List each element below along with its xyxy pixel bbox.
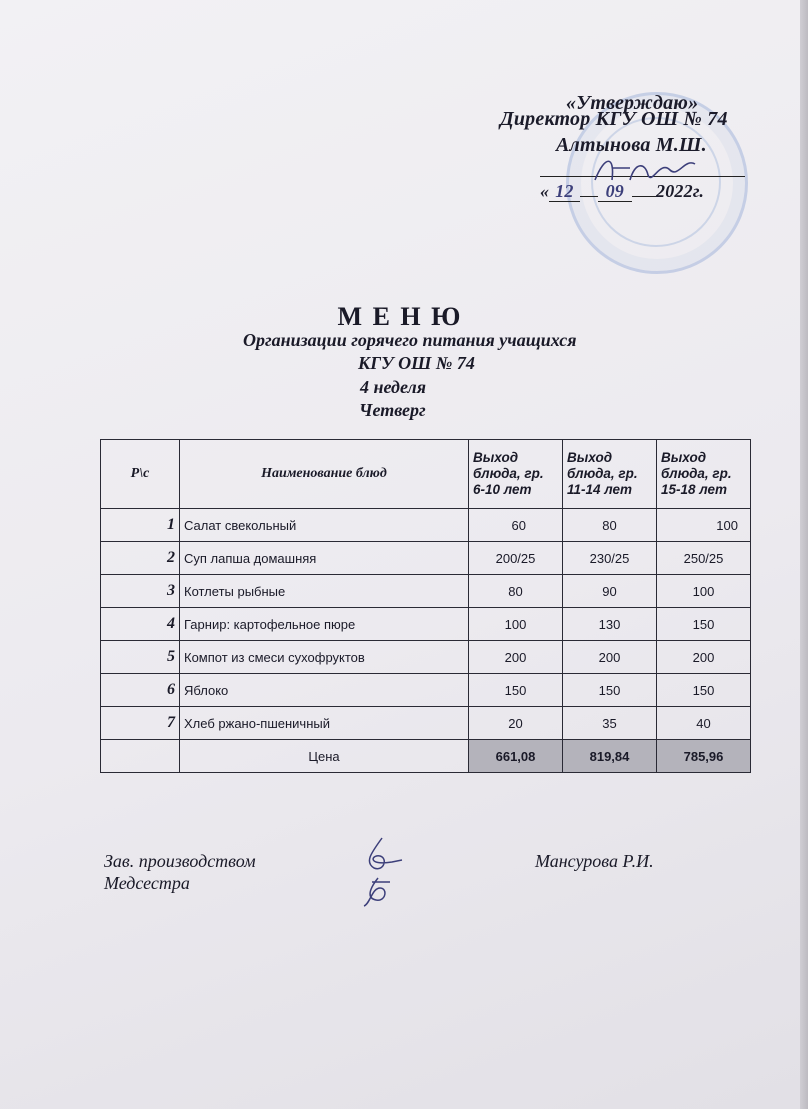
dish-name: Салат свекольный bbox=[180, 509, 469, 542]
nurse-role: Медсестра bbox=[104, 873, 190, 893]
table-header-row bbox=[101, 440, 751, 509]
column-header-portion-15-18: Выход блюда, гр. 15-18 лет bbox=[657, 440, 751, 509]
portion-11-14: 230/25 bbox=[563, 542, 657, 575]
row-number: 1 bbox=[101, 509, 180, 542]
footer-signatures bbox=[352, 832, 412, 912]
dish-name: Суп лапша домашняя bbox=[180, 542, 469, 575]
portion-15-18: 100 bbox=[657, 509, 751, 542]
menu-table bbox=[100, 439, 751, 773]
row-number: 4 bbox=[101, 608, 180, 641]
portion-11-14: 90 bbox=[563, 575, 657, 608]
price-row-empty bbox=[101, 740, 180, 773]
portion-6-10: 150 bbox=[469, 674, 563, 707]
column-header-number: Р\с bbox=[101, 440, 180, 509]
row-number: 3 bbox=[101, 575, 180, 608]
dish-name: Яблоко bbox=[180, 674, 469, 707]
approval-director: Директор КГУ ОШ № 74 bbox=[500, 108, 728, 130]
table-row bbox=[101, 509, 751, 542]
price-11-14: 819,84 bbox=[563, 740, 657, 773]
portion-6-10: 200/25 bbox=[469, 542, 563, 575]
price-15-18: 785,96 bbox=[657, 740, 751, 773]
portion-6-10: 60 bbox=[469, 509, 563, 542]
row-number: 2 bbox=[101, 542, 180, 575]
portion-15-18: 40 bbox=[657, 707, 751, 740]
price-label: Цена bbox=[180, 740, 469, 773]
portion-11-14: 80 bbox=[563, 509, 657, 542]
approval-date: « 12 09 2022г. bbox=[540, 181, 705, 201]
dish-name: Хлеб ржано-пшеничный bbox=[180, 707, 469, 740]
column-header-portion-11-14: Выход блюда, гр. 11-14 лет bbox=[563, 440, 657, 509]
portion-15-18: 150 bbox=[657, 674, 751, 707]
school-name: КГУ ОШ № 74 bbox=[358, 353, 475, 373]
production-head-name: Мансурова Р.И. bbox=[535, 851, 654, 871]
portion-6-10: 100 bbox=[469, 608, 563, 641]
table-row bbox=[101, 575, 751, 608]
approval-title: «Утверждаю» bbox=[566, 92, 699, 114]
week-label: 4 неделя bbox=[360, 377, 427, 397]
approval-name: Алтынова М.Ш. bbox=[556, 134, 707, 156]
row-number: 5 bbox=[101, 641, 180, 674]
row-number: 7 bbox=[101, 707, 180, 740]
dish-name: Гарнир: картофельное пюре bbox=[180, 608, 469, 641]
portion-15-18: 100 bbox=[657, 575, 751, 608]
portion-15-18: 200 bbox=[657, 641, 751, 674]
page-title: М Е Н Ю bbox=[337, 302, 463, 331]
table-row bbox=[101, 641, 751, 674]
day-label: Четверг bbox=[359, 400, 426, 420]
portion-6-10: 200 bbox=[469, 641, 563, 674]
column-header-portion-6-10: Выход блюда, гр. 6-10 лет bbox=[469, 440, 563, 509]
paper-edge bbox=[800, 0, 808, 1109]
price-row bbox=[101, 740, 751, 773]
page-subtitle: Организации горячего питания учащихся bbox=[243, 330, 577, 350]
portion-6-10: 80 bbox=[469, 575, 563, 608]
row-number: 6 bbox=[101, 674, 180, 707]
portion-11-14: 200 bbox=[563, 641, 657, 674]
production-head-role: Зав. производством bbox=[104, 851, 256, 871]
dish-name: Котлеты рыбные bbox=[180, 575, 469, 608]
dish-name: Компот из смеси сухофруктов bbox=[180, 641, 469, 674]
table-row bbox=[101, 542, 751, 575]
table-row bbox=[101, 707, 751, 740]
column-header-dish: Наименование блюд bbox=[180, 440, 469, 509]
portion-11-14: 130 bbox=[563, 608, 657, 641]
table-row bbox=[101, 608, 751, 641]
price-6-10: 661,08 bbox=[469, 740, 563, 773]
table-row bbox=[101, 674, 751, 707]
portion-11-14: 35 bbox=[563, 707, 657, 740]
portion-6-10: 20 bbox=[469, 707, 563, 740]
portion-15-18: 250/25 bbox=[657, 542, 751, 575]
portion-15-18: 150 bbox=[657, 608, 751, 641]
portion-11-14: 150 bbox=[563, 674, 657, 707]
